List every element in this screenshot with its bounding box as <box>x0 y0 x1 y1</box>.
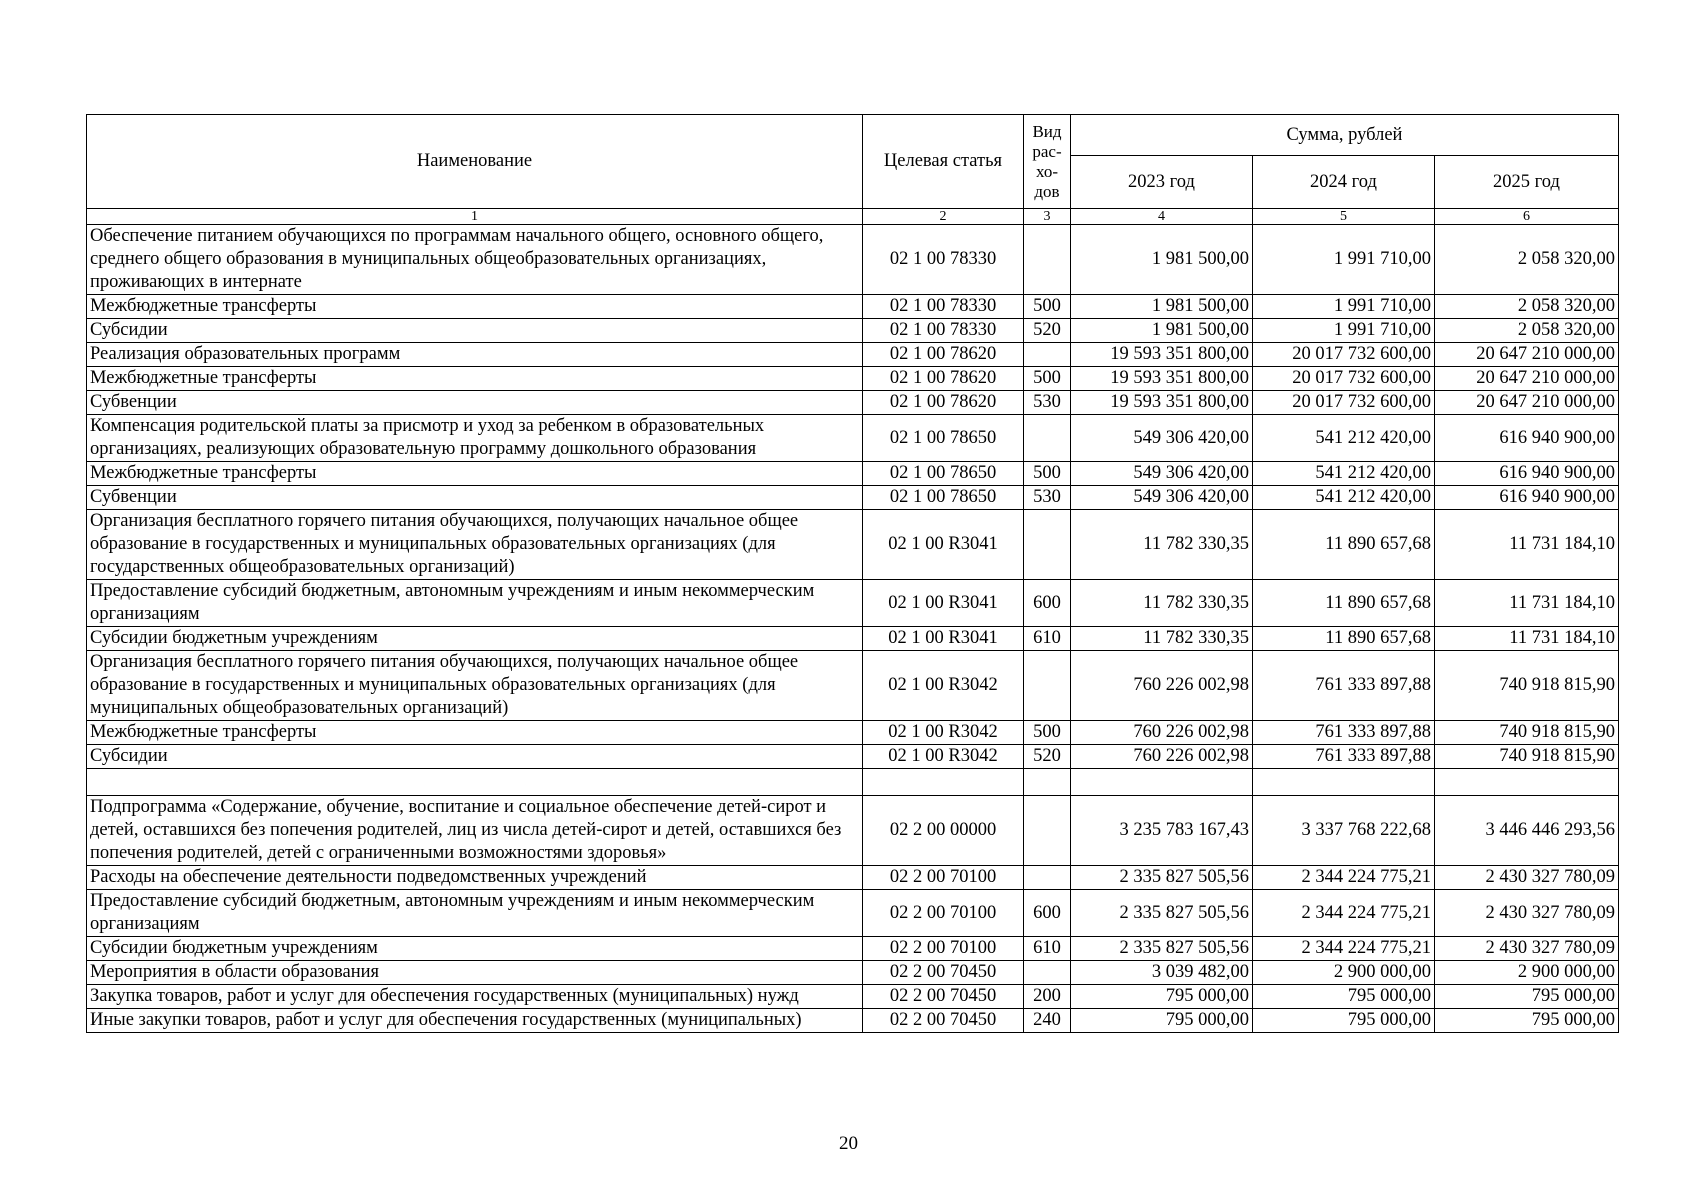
row-amount-2025: 11 731 184,10 <box>1435 627 1619 651</box>
header-sum: Сумма, рублей <box>1071 115 1619 156</box>
header-vid: Вид рас- хо- дов <box>1024 115 1071 209</box>
row-expense-type: 500 <box>1024 295 1071 319</box>
header-year-2023: 2023 год <box>1071 156 1253 209</box>
row-amount-2023: 19 593 351 800,00 <box>1071 343 1253 367</box>
row-amount-2023: 795 000,00 <box>1071 1009 1253 1033</box>
row-amount-2024: 761 333 897,88 <box>1253 721 1435 745</box>
row-amount-2023: 19 593 351 800,00 <box>1071 367 1253 391</box>
row-amount-2025: 616 940 900,00 <box>1435 462 1619 486</box>
table-row <box>87 1009 1619 1033</box>
row-target-code: 02 1 00 R3041 <box>863 510 1024 580</box>
table-row <box>87 985 1619 1009</box>
row-target-code: 02 1 00 78330 <box>863 295 1024 319</box>
table-row <box>87 721 1619 745</box>
row-amount-2024: 3 337 768 222,68 <box>1253 796 1435 866</box>
header-target: Целевая статья <box>863 115 1024 209</box>
row-amount-2024: 2 344 224 775,21 <box>1253 937 1435 961</box>
row-target-code: 02 1 00 78330 <box>863 319 1024 343</box>
row-amount-2025: 2 058 320,00 <box>1435 225 1619 295</box>
row-expense-type: 530 <box>1024 486 1071 510</box>
header-year-2024: 2024 год <box>1253 156 1435 209</box>
row-name: Субсидии бюджетным учреждениям <box>87 627 863 651</box>
row-amount-2023: 11 782 330,35 <box>1071 510 1253 580</box>
row-target-code: 02 1 00 R3041 <box>863 627 1024 651</box>
row-name: Субвенции <box>87 391 863 415</box>
row-name: Обеспечение питанием обучающихся по программам начального общего, основного общего, среднего общего образования в муниципальных общеобразовательных организациях, проживающих в интернате <box>87 225 863 295</box>
row-target-code: 02 1 00 78650 <box>863 462 1024 486</box>
row-expense-type: 600 <box>1024 890 1071 937</box>
row-name: Межбюджетные трансферты <box>87 721 863 745</box>
row-amount-2025: 740 918 815,90 <box>1435 745 1619 769</box>
row-amount-2024: 2 344 224 775,21 <box>1253 890 1435 937</box>
row-expense-type <box>1024 415 1071 462</box>
row-expense-type: 530 <box>1024 391 1071 415</box>
column-number: 4 <box>1071 209 1253 225</box>
row-name <box>87 769 863 796</box>
row-name: Расходы на обеспечение деятельности подведомственных учреждений <box>87 866 863 890</box>
row-amount-2024: 11 890 657,68 <box>1253 627 1435 651</box>
row-amount-2023: 760 226 002,98 <box>1071 745 1253 769</box>
table-row <box>87 651 1619 721</box>
row-amount-2023: 19 593 351 800,00 <box>1071 391 1253 415</box>
row-expense-type <box>1024 510 1071 580</box>
row-amount-2025: 20 647 210 000,00 <box>1435 367 1619 391</box>
row-name: Межбюджетные трансферты <box>87 295 863 319</box>
row-expense-type: 240 <box>1024 1009 1071 1033</box>
row-amount-2024: 795 000,00 <box>1253 1009 1435 1033</box>
row-amount-2024: 1 991 710,00 <box>1253 295 1435 319</box>
row-expense-type <box>1024 343 1071 367</box>
table-row <box>87 745 1619 769</box>
row-target-code: 02 2 00 70450 <box>863 985 1024 1009</box>
row-name: Предоставление субсидий бюджетным, автономным учреждениям и иным некоммерческим организациям <box>87 890 863 937</box>
row-expense-type <box>1024 866 1071 890</box>
row-target-code: 02 1 00 78620 <box>863 367 1024 391</box>
row-amount-2025: 795 000,00 <box>1435 985 1619 1009</box>
row-amount-2025: 795 000,00 <box>1435 1009 1619 1033</box>
row-expense-type <box>1024 961 1071 985</box>
row-amount-2025: 2 058 320,00 <box>1435 295 1619 319</box>
row-amount-2024: 541 212 420,00 <box>1253 462 1435 486</box>
row-target-code: 02 1 00 78620 <box>863 343 1024 367</box>
row-target-code: 02 1 00 78330 <box>863 225 1024 295</box>
row-amount-2024: 541 212 420,00 <box>1253 415 1435 462</box>
table-row <box>87 866 1619 890</box>
row-amount-2024: 795 000,00 <box>1253 985 1435 1009</box>
row-name: Мероприятия в области образования <box>87 961 863 985</box>
column-number: 6 <box>1435 209 1619 225</box>
row-amount-2024: 2 900 000,00 <box>1253 961 1435 985</box>
row-expense-type: 200 <box>1024 985 1071 1009</box>
table-row <box>87 890 1619 937</box>
row-amount-2023: 2 335 827 505,56 <box>1071 866 1253 890</box>
row-amount-2025: 11 731 184,10 <box>1435 580 1619 627</box>
row-name: Субсидии <box>87 745 863 769</box>
row-amount-2025: 2 430 327 780,09 <box>1435 937 1619 961</box>
row-amount-2025 <box>1435 769 1619 796</box>
row-amount-2023 <box>1071 769 1253 796</box>
table-row <box>87 367 1619 391</box>
table-row <box>87 961 1619 985</box>
row-amount-2025: 616 940 900,00 <box>1435 415 1619 462</box>
row-target-code: 02 2 00 70100 <box>863 866 1024 890</box>
row-name: Организация бесплатного горячего питания обучающихся, получающих начальное общее образование в государственных и муниципальных образовательных организациях (для муниципальных общеобразовательных организаций) <box>87 651 863 721</box>
table-row <box>87 937 1619 961</box>
row-amount-2025: 2 430 327 780,09 <box>1435 890 1619 937</box>
column-number: 5 <box>1253 209 1435 225</box>
row-expense-type: 500 <box>1024 367 1071 391</box>
row-amount-2023: 3 235 783 167,43 <box>1071 796 1253 866</box>
row-amount-2023: 549 306 420,00 <box>1071 415 1253 462</box>
row-amount-2023: 1 981 500,00 <box>1071 319 1253 343</box>
row-expense-type: 500 <box>1024 462 1071 486</box>
row-amount-2023: 2 335 827 505,56 <box>1071 937 1253 961</box>
table-row <box>87 295 1619 319</box>
header-name: Наименование <box>87 115 863 209</box>
header-year-2025: 2025 год <box>1435 156 1619 209</box>
row-expense-type <box>1024 769 1071 796</box>
row-amount-2025: 740 918 815,90 <box>1435 651 1619 721</box>
row-amount-2023: 3 039 482,00 <box>1071 961 1253 985</box>
row-amount-2023: 11 782 330,35 <box>1071 627 1253 651</box>
column-number-row <box>87 209 1619 225</box>
row-target-code: 02 1 00 R3042 <box>863 651 1024 721</box>
table-body <box>87 225 1619 1033</box>
table-row <box>87 486 1619 510</box>
row-amount-2024: 761 333 897,88 <box>1253 745 1435 769</box>
budget-table <box>86 114 1619 1033</box>
row-target-code: 02 1 00 R3041 <box>863 580 1024 627</box>
row-amount-2023: 760 226 002,98 <box>1071 651 1253 721</box>
table-row <box>87 225 1619 295</box>
table-row <box>87 510 1619 580</box>
row-target-code: 02 1 00 R3042 <box>863 721 1024 745</box>
row-name: Организация бесплатного горячего питания обучающихся, получающих начальное общее образование в государственных и муниципальных образовательных организациях (для государственных общеобразовательных организаций) <box>87 510 863 580</box>
row-target-code: 02 2 00 70450 <box>863 1009 1024 1033</box>
row-expense-type: 520 <box>1024 745 1071 769</box>
row-amount-2025: 2 430 327 780,09 <box>1435 866 1619 890</box>
row-amount-2023: 2 335 827 505,56 <box>1071 890 1253 937</box>
table-row <box>87 343 1619 367</box>
row-amount-2025: 11 731 184,10 <box>1435 510 1619 580</box>
row-name: Предоставление субсидий бюджетным, автономным учреждениям и иным некоммерческим организациям <box>87 580 863 627</box>
row-amount-2023: 549 306 420,00 <box>1071 486 1253 510</box>
row-expense-type: 520 <box>1024 319 1071 343</box>
row-target-code <box>863 769 1024 796</box>
page-number: 20 <box>839 1133 858 1154</box>
column-number: 3 <box>1024 209 1071 225</box>
row-target-code: 02 1 00 78650 <box>863 486 1024 510</box>
row-expense-type: 610 <box>1024 627 1071 651</box>
row-amount-2023: 1 981 500,00 <box>1071 295 1253 319</box>
row-amount-2025: 740 918 815,90 <box>1435 721 1619 745</box>
table-row <box>87 391 1619 415</box>
row-target-code: 02 2 00 00000 <box>863 796 1024 866</box>
row-name: Реализация образовательных программ <box>87 343 863 367</box>
row-target-code: 02 1 00 78620 <box>863 391 1024 415</box>
row-expense-type: 500 <box>1024 721 1071 745</box>
row-target-code: 02 2 00 70100 <box>863 890 1024 937</box>
row-name: Межбюджетные трансферты <box>87 367 863 391</box>
row-amount-2024: 1 991 710,00 <box>1253 225 1435 295</box>
row-expense-type: 600 <box>1024 580 1071 627</box>
row-amount-2024: 1 991 710,00 <box>1253 319 1435 343</box>
header-row-top <box>87 115 1619 156</box>
row-amount-2024: 11 890 657,68 <box>1253 580 1435 627</box>
row-amount-2024: 11 890 657,68 <box>1253 510 1435 580</box>
table-row <box>87 796 1619 866</box>
row-target-code: 02 1 00 78650 <box>863 415 1024 462</box>
row-target-code: 02 2 00 70100 <box>863 937 1024 961</box>
table-row <box>87 415 1619 462</box>
row-name: Компенсация родительской платы за присмотр и уход за ребенком в образовательных организациях, реализующих образовательную программу дошкольного образования <box>87 415 863 462</box>
column-number: 2 <box>863 209 1024 225</box>
row-name: Межбюджетные трансферты <box>87 462 863 486</box>
row-target-code: 02 1 00 R3042 <box>863 745 1024 769</box>
table-row <box>87 319 1619 343</box>
row-amount-2025: 2 900 000,00 <box>1435 961 1619 985</box>
row-amount-2024: 2 344 224 775,21 <box>1253 866 1435 890</box>
table-row <box>87 580 1619 627</box>
row-amount-2024: 20 017 732 600,00 <box>1253 343 1435 367</box>
row-amount-2024: 20 017 732 600,00 <box>1253 391 1435 415</box>
table-row <box>87 769 1619 796</box>
row-amount-2023: 549 306 420,00 <box>1071 462 1253 486</box>
row-amount-2023: 1 981 500,00 <box>1071 225 1253 295</box>
row-target-code: 02 2 00 70450 <box>863 961 1024 985</box>
row-expense-type <box>1024 651 1071 721</box>
row-amount-2023: 795 000,00 <box>1071 985 1253 1009</box>
column-number: 1 <box>87 209 863 225</box>
row-expense-type <box>1024 225 1071 295</box>
table-row <box>87 627 1619 651</box>
table-row <box>87 462 1619 486</box>
row-amount-2024 <box>1253 769 1435 796</box>
row-amount-2025: 20 647 210 000,00 <box>1435 391 1619 415</box>
row-amount-2023: 11 782 330,35 <box>1071 580 1253 627</box>
row-amount-2025: 20 647 210 000,00 <box>1435 343 1619 367</box>
row-name: Субвенции <box>87 486 863 510</box>
row-amount-2025: 616 940 900,00 <box>1435 486 1619 510</box>
row-amount-2023: 760 226 002,98 <box>1071 721 1253 745</box>
row-name: Подпрограмма «Содержание, обучение, воспитание и социальное обеспечение детей-сирот и детей, оставшихся без попечения родителей, лиц из числа детей-сирот и детей, оставшихся без попечения родителей, детей с ограниченными возможностями здоровья» <box>87 796 863 866</box>
row-amount-2025: 3 446 446 293,56 <box>1435 796 1619 866</box>
row-name: Субсидии бюджетным учреждениям <box>87 937 863 961</box>
row-amount-2024: 761 333 897,88 <box>1253 651 1435 721</box>
row-amount-2024: 541 212 420,00 <box>1253 486 1435 510</box>
row-expense-type: 610 <box>1024 937 1071 961</box>
row-amount-2024: 20 017 732 600,00 <box>1253 367 1435 391</box>
row-amount-2025: 2 058 320,00 <box>1435 319 1619 343</box>
row-name: Иные закупки товаров, работ и услуг для обеспечения государственных (муниципальных) <box>87 1009 863 1033</box>
row-name: Закупка товаров, работ и услуг для обеспечения государственных (муниципальных) нужд <box>87 985 863 1009</box>
row-expense-type <box>1024 796 1071 866</box>
row-name: Субсидии <box>87 319 863 343</box>
